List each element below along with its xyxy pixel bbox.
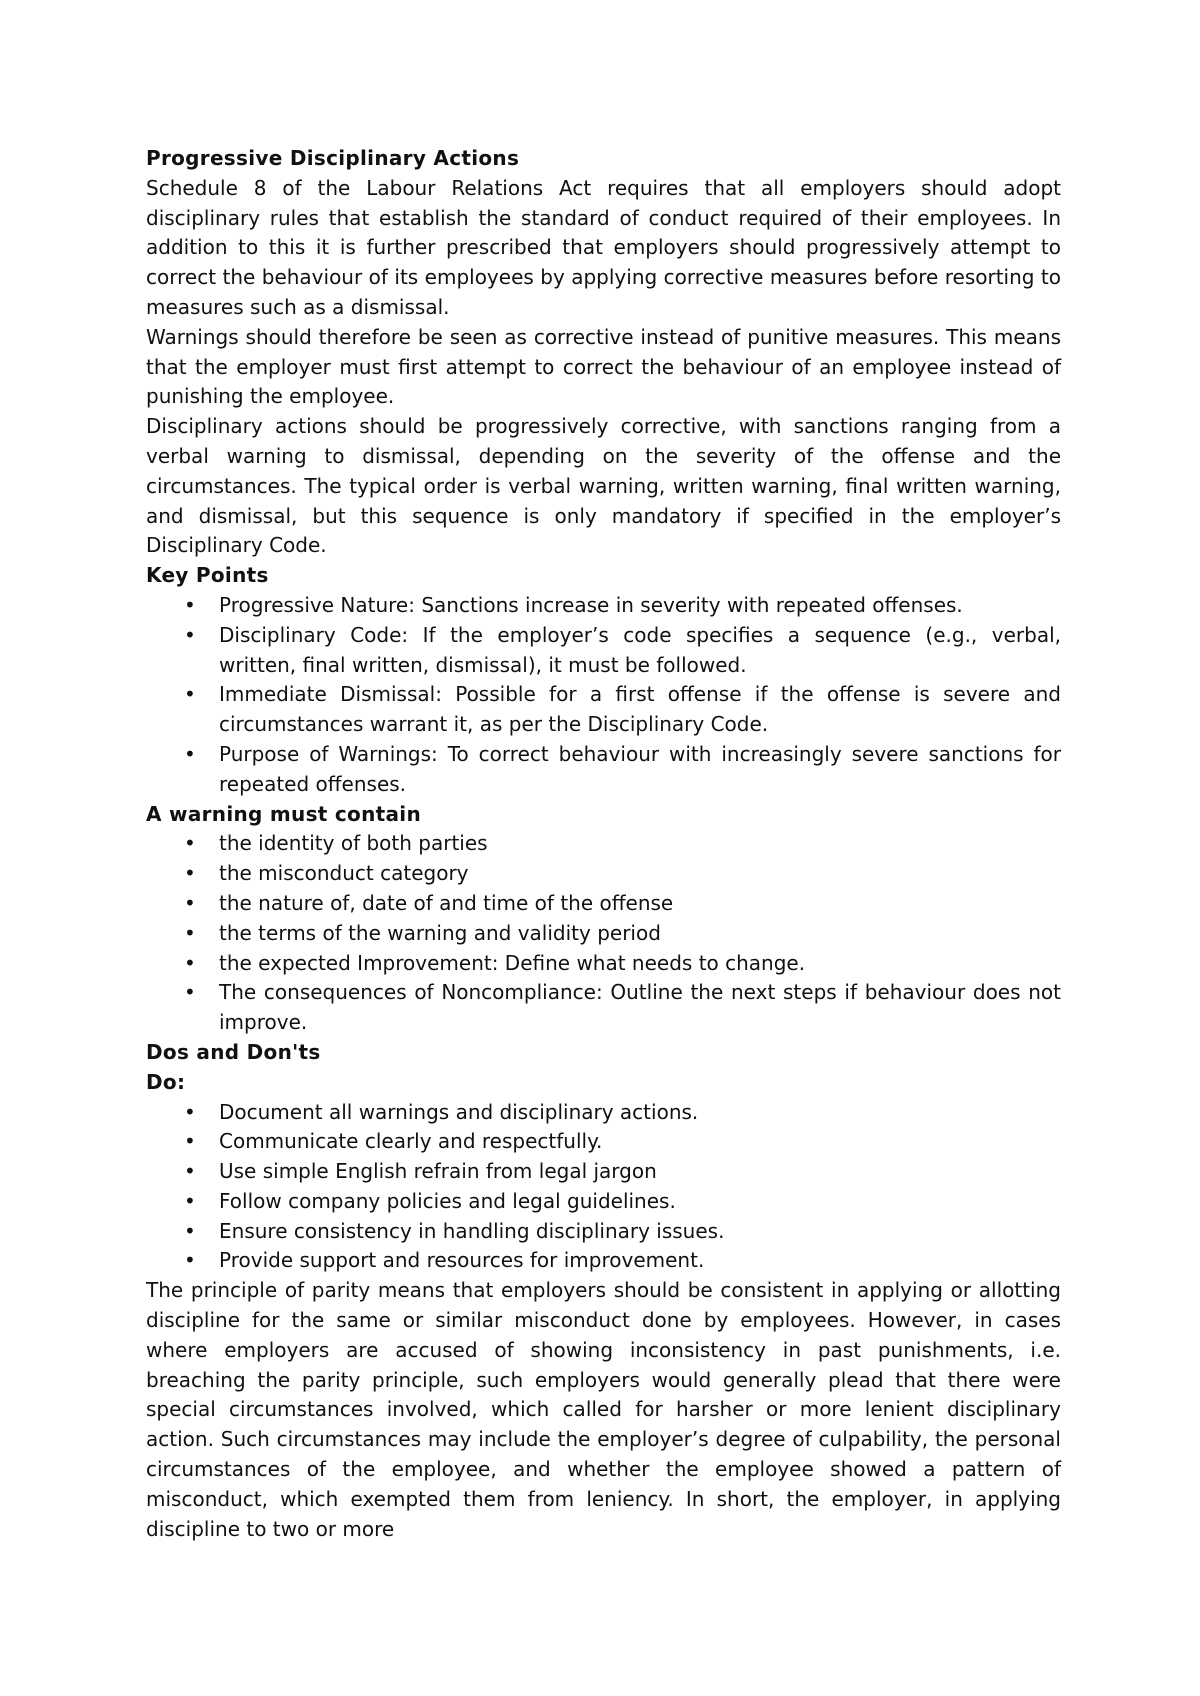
list-item: [146, 859, 1061, 889]
bullet-icon: •: [184, 1129, 196, 1154]
bullet-icon: •: [184, 622, 196, 647]
bullet-icon: •: [184, 920, 196, 945]
bullet-icon: •: [184, 1218, 196, 1243]
do-list: [146, 1098, 1061, 1277]
bullet-icon: •: [184, 831, 196, 856]
list-item-text: the identity of both parties: [219, 831, 488, 856]
list-item-text: Use simple English refrain from legal jargon: [219, 1159, 657, 1184]
list-item: [146, 1098, 1061, 1128]
list-item-text: Disciplinary Code: If the employer’s code specifies a sequence (e.g., verbal, written, final written, dismissal), it must be followed.: [219, 622, 1061, 677]
intro-paragraph-3: Disciplinary actions should be progressively corrective, with sanctions ranging from a verbal warning to dismissal, depending on the severity of the offense and the circumstances. The typical order is verbal warning, written warning, final written warning, and dismissal, but this sequence is only mandatory if specified in the employer’s Disciplinary Code.: [146, 414, 1061, 558]
bullet-icon: •: [184, 890, 196, 915]
list-item-text: Provide support and resources for improvement.: [219, 1248, 705, 1273]
list-item-text: Immediate Dismissal: Possible for a first offense if the offense is severe and circumstances warrant it, as per the Disciplinary Code.: [219, 682, 1061, 737]
bullet-icon: •: [184, 950, 196, 975]
list-item: [146, 740, 1061, 800]
list-item-text: the terms of the warning and validity period: [219, 920, 661, 945]
bullet-icon: •: [184, 980, 196, 1005]
list-item: [146, 919, 1061, 949]
warning-contents-list: [146, 829, 1061, 1038]
list-item-text: Follow company policies and legal guidelines.: [219, 1188, 676, 1213]
list-item-text: Purpose of Warnings: To correct behaviour with increasingly severe sanctions for repeated offenses.: [219, 741, 1061, 796]
bullet-icon: •: [184, 1099, 196, 1124]
intro-paragraph-2: Warnings should therefore be seen as corrective instead of punitive measures. This means that the employer must first attempt to correct the behaviour of an employee instead of punishing the employee.: [146, 324, 1061, 409]
list-item: [146, 680, 1061, 740]
list-item: [146, 1246, 1061, 1276]
list-item-text: Progressive Nature: Sanctions increase in severity with repeated offenses.: [219, 592, 963, 617]
document-title: Progressive Disciplinary Actions: [146, 146, 520, 170]
list-item: [146, 1187, 1061, 1217]
dos-and-donts-heading: Dos and Don'ts: [146, 1039, 321, 1064]
list-item-text: the nature of, date of and time of the offense: [219, 890, 674, 915]
list-item-text: Communicate clearly and respectfully.: [219, 1129, 603, 1154]
document-page: [146, 144, 1061, 1544]
list-item: [146, 591, 1061, 621]
bullet-icon: •: [184, 592, 196, 617]
bullet-icon: •: [184, 1159, 196, 1184]
list-item: [146, 889, 1061, 919]
list-item: [146, 949, 1061, 979]
bullet-icon: •: [184, 1188, 196, 1213]
bullet-icon: •: [184, 682, 196, 707]
list-item-text: Document all warnings and disciplinary actions.: [219, 1099, 699, 1124]
list-item-text: The consequences of Noncompliance: Outline the next steps if behaviour does not improve.: [219, 980, 1061, 1035]
key-points-list: [146, 591, 1061, 800]
list-item: [146, 1157, 1061, 1187]
list-item: [146, 1217, 1061, 1247]
do-subheading: Do:: [146, 1069, 186, 1094]
bullet-icon: •: [184, 741, 196, 766]
parity-paragraph: The principle of parity means that employers should be consistent in applying or allotting discipline for the same or similar misconduct done by employees. However, in cases where employers are accused of showing inconsistency in past punishments, i.e. breaching the parity principle, such employers would generally plead that there were special circumstances involved, which called for harsher or more lenient disciplinary action. Such circumstances may include the employer’s degree of culpability, the personal circumstances of the employee, and whether the employee showed a pattern of misconduct, which exempted them from leniency. In short, the employer, in applying discipline to two or more: [146, 1278, 1061, 1541]
bullet-icon: •: [184, 1248, 196, 1273]
list-item: [146, 1127, 1061, 1157]
list-item: [146, 621, 1061, 681]
list-item-text: the misconduct category: [219, 861, 469, 886]
warning-contents-heading: A warning must contain: [146, 801, 421, 826]
intro-paragraph-1: Schedule 8 of the Labour Relations Act requires that all employers should adopt disciplinary rules that establish the standard of conduct required of their employees. In addition to this it is further prescribed that employers should progressively attempt to correct the behaviour of its employees by applying corrective measures before resorting to measures such as a dismissal.: [146, 175, 1061, 319]
list-item-text: Ensure consistency in handling disciplinary issues.: [219, 1218, 725, 1243]
key-points-heading: Key Points: [146, 563, 269, 588]
list-item: [146, 978, 1061, 1038]
list-item-text: the expected Improvement: Define what needs to change.: [219, 950, 806, 975]
bullet-icon: •: [184, 861, 196, 886]
list-item: [146, 829, 1061, 859]
